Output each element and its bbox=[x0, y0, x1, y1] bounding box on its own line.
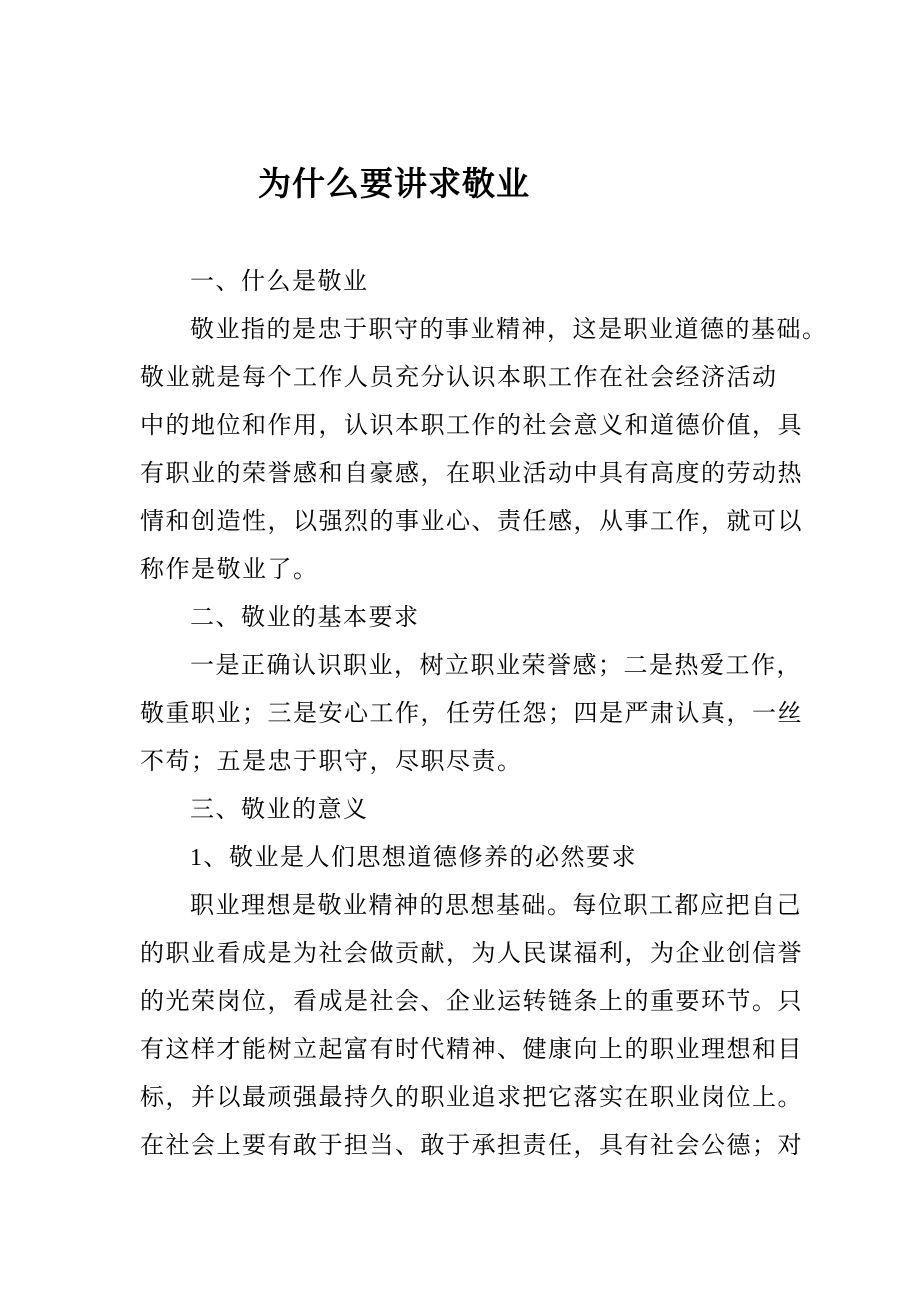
text-line: 的职业看成是为社会做贡献，为人民谋福利，为企业创信誉 bbox=[140, 941, 803, 967]
text-line: 称作是敬业了。 bbox=[140, 557, 319, 583]
document-body bbox=[140, 258, 828, 1170]
text-line: 敬业指的是忠于职守的事业精神，这是职业道德的基础。 bbox=[190, 317, 828, 343]
text-line: 三、敬业的意义 bbox=[190, 797, 369, 823]
text-line: 有职业的荣誉感和自豪感，在职业活动中具有高度的劳动热 bbox=[140, 461, 803, 487]
text-line: 职业理想是敬业精神的思想基础。每位职工都应把自己 bbox=[190, 893, 802, 919]
text-line: 1、敬业是人们思想道德修养的必然要求 bbox=[190, 845, 637, 871]
text-line: 有这样才能树立起富有时代精神、健康向上的职业理想和目 bbox=[140, 1037, 803, 1063]
text-line: 情和创造性，以强烈的事业心、责任感，从事工作，就可以 bbox=[140, 509, 803, 535]
text-line: 标，并以最顽强最持久的职业追求把它落实在职业岗位上。 bbox=[140, 1085, 803, 1111]
text-line: 敬业就是每个工作人员充分认识本职工作在社会经济活动 bbox=[140, 365, 778, 391]
text-line: 在社会上要有敢于担当、敢于承担责任，具有社会公德；对 bbox=[140, 1133, 803, 1159]
text-line: 不苟；五是忠于职守，尽职尽责。 bbox=[140, 749, 523, 775]
document-title: 为什么要讲求敬业 bbox=[258, 167, 530, 203]
text-line: 的光荣岗位，看成是社会、企业运转链条上的重要环节。只 bbox=[140, 989, 803, 1015]
text-line: 一是正确认识职业，树立职业荣誉感；二是热爱工作， bbox=[190, 653, 802, 679]
text-line: 敬重职业；三是安心工作，任劳任怨；四是严肃认真，一丝 bbox=[140, 701, 803, 727]
text-line: 二、敬业的基本要求 bbox=[190, 605, 420, 631]
text-line: 中的地位和作用，认识本职工作的社会意义和道德价值，具 bbox=[140, 413, 803, 439]
text-line: 一、什么是敬业 bbox=[190, 269, 369, 295]
